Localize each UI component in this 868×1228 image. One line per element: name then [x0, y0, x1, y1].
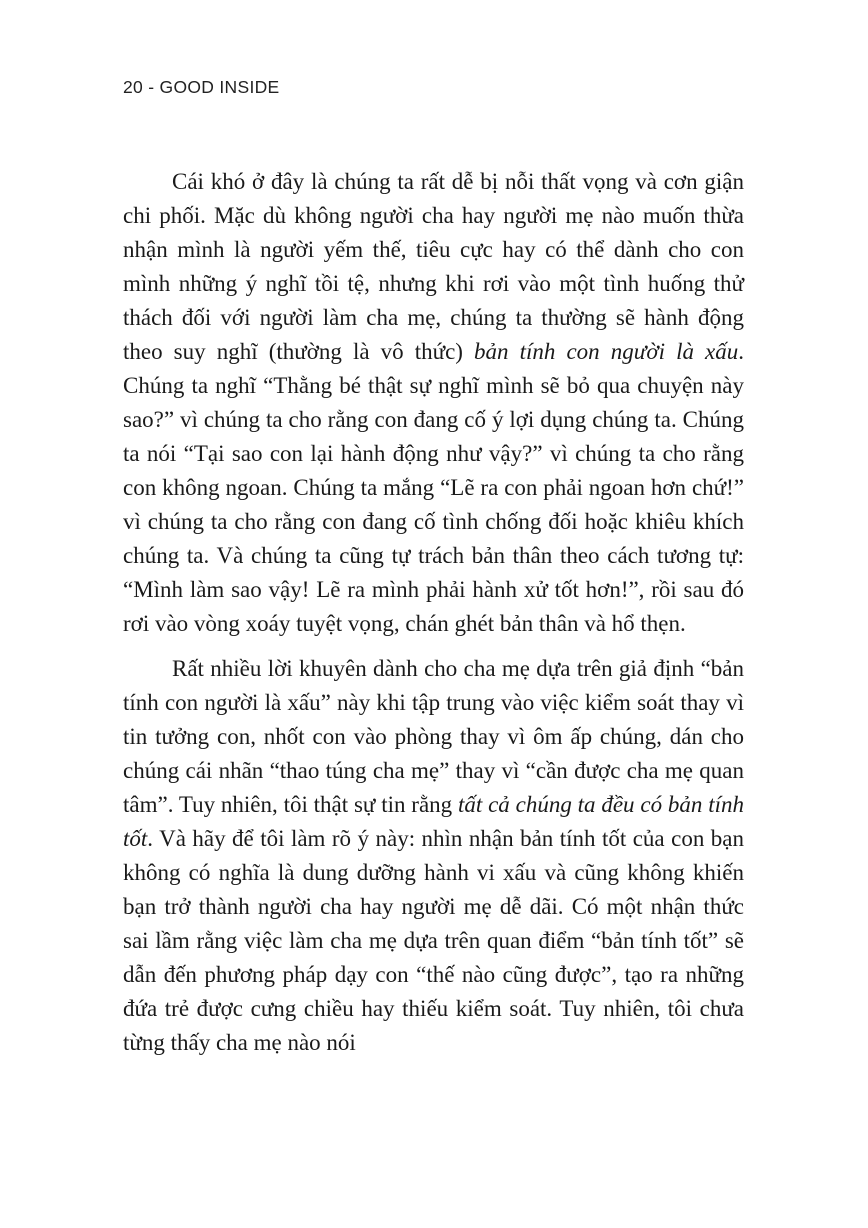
text-run: . Và hãy để tôi làm rõ ý này: nhìn nhận bản tính tốt của con bạn không có nghĩa là dung dưỡng hành vi xấu và cũng không khiến bạn trở thành người cha hay người mẹ dễ dãi. Có một nhận thức sai lầm rằng việc làm cha mẹ dựa trên quan điểm “bản tính tốt” sẽ dẫn đến phương pháp dạy con “thế nào cũng được”, tạo ra những đứa trẻ được cưng chiều hay thiếu kiểm soát. Tuy nhiên, tôi chưa từng thấy cha mẹ nào nói [123, 826, 744, 1055]
paragraph [123, 652, 744, 1060]
italic-text-run: tất cả chúng ta đều có bản tính tốt [123, 792, 744, 851]
book-title: GOOD INSIDE [159, 77, 280, 97]
running-header [123, 77, 280, 98]
page-number: 20 [123, 77, 144, 97]
text-run: . Chúng ta nghĩ “Thằng bé thật sự nghĩ mình sẽ bỏ qua chuyện này sao?” vì chúng ta cho rằng con đang cố ý lợi dụng chúng ta. Chúng ta nói “Tại sao con lại hành động như vậy?” vì chúng ta cho rằng con không ngoan. Chúng ta mắng “Lẽ ra con phải ngoan hơn chứ!” vì chúng ta cho rằng con đang cố tình chống đối hoặc khiêu khích chúng ta. Và chúng ta cũng tự trách bản thân theo cách tương tự: “Mình làm sao vậy! Lẽ ra mình phải hành xử tốt hơn!”, rồi sau đó rơi vào vòng xoáy tuyệt vọng, chán ghét bản thân và hổ thẹn. [123, 339, 744, 636]
header-separator: - [143, 77, 160, 97]
text-run: Rất nhiều lời khuyên dành cho cha mẹ dựa trên giả định “bản tính con người là xấu” này khi tập trung vào việc kiểm soát thay vì tin tưởng con, nhốt con vào phòng thay vì ôm ấp chúng, dán cho chúng cái nhãn “thao túng cha mẹ” thay vì “cần được cha mẹ quan tâm”. Tuy nhiên, tôi thật sự tin rằng [123, 656, 744, 817]
text-run: Cái khó ở đây là chúng ta rất dễ bị nỗi thất vọng và cơn giận chi phối. Mặc dù không người cha hay người mẹ nào muốn thừa nhận mình là người yếm thế, tiêu cực hay có thể dành cho con mình những ý nghĩ tồi tệ, nhưng khi rơi vào một tình huống thử thách đối với người làm cha mẹ, chúng ta thường sẽ hành động theo suy nghĩ (thường là vô thức) [123, 169, 744, 364]
paragraph [123, 165, 744, 641]
italic-text-run: bản tính con người là xấu [474, 339, 739, 364]
body-text [123, 165, 744, 1060]
